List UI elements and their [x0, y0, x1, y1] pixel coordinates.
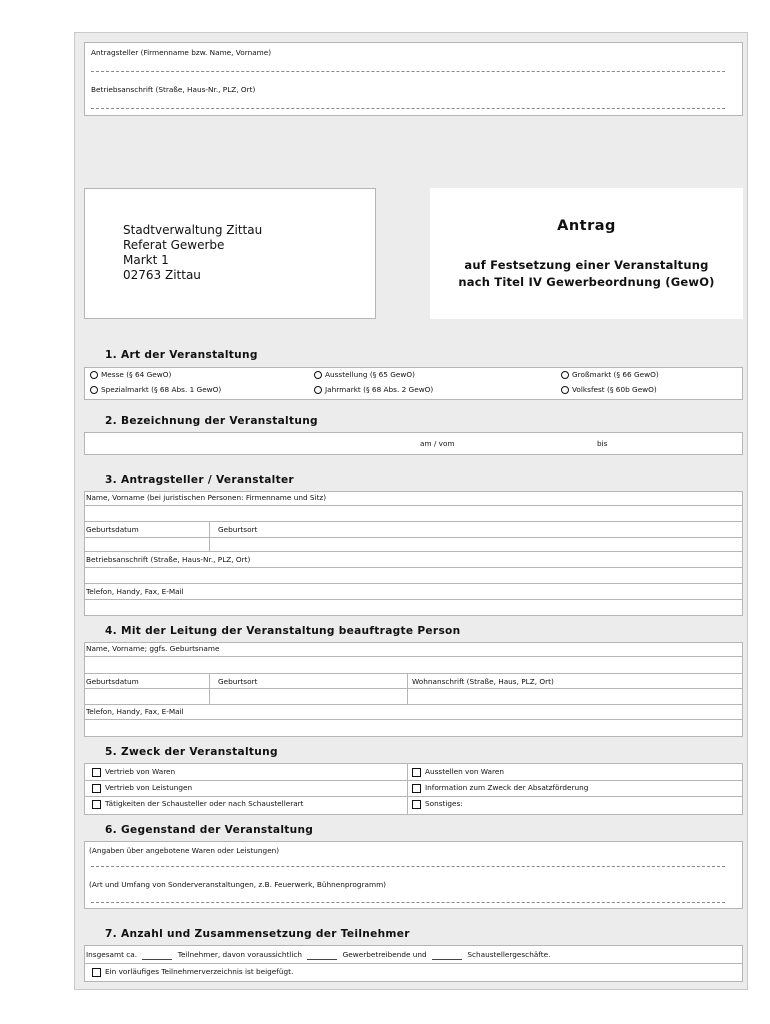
- s4-name-label: Name, Vorname; ggfs. Geburtsname: [86, 644, 220, 653]
- s6-events-input-line[interactable]: [91, 902, 725, 903]
- option-grossmarkt[interactable]: Großmarkt (§ 66 GewO): [561, 370, 659, 379]
- option-messe[interactable]: Messe (§ 64 GewO): [90, 370, 171, 379]
- radio-icon[interactable]: [90, 386, 98, 394]
- s7-text-tradespeople: Gewerbetreibende und: [342, 950, 427, 959]
- purpose-goods-exhibit[interactable]: Ausstellen von Waren: [412, 767, 504, 777]
- s4-contact-label: Telefon, Handy, Fax, E-Mail: [86, 707, 184, 716]
- tradespeople-count-input[interactable]: [307, 950, 337, 960]
- radio-icon[interactable]: [561, 386, 569, 394]
- checkbox-icon[interactable]: [92, 784, 101, 793]
- s3-name-label: Name, Vorname (bei juristischen Personen: Firmenname und Sitz): [86, 493, 327, 502]
- purpose-goods-sale[interactable]: Vertrieb von Waren: [92, 767, 175, 777]
- checkbox-icon[interactable]: [92, 768, 101, 777]
- s4-residence-label: Wohnanschrift (Straße, Haus, PLZ, Ort): [412, 677, 554, 686]
- radio-icon[interactable]: [90, 371, 98, 379]
- showmen-count-input[interactable]: [432, 950, 462, 960]
- participants-total-input[interactable]: [142, 950, 172, 960]
- s7-text-total: Insgesamt ca.: [86, 950, 138, 959]
- recipient-line-4: 02763 Zittau: [123, 268, 201, 282]
- s7-text-showmen: Schaustellergeschäfte.: [467, 950, 551, 959]
- purpose-showmen-activities[interactable]: Tätigkeiten der Schausteller oder nach Schaustellerart: [92, 799, 304, 809]
- s6-goods-label: (Angaben über angebotene Waren oder Leistungen): [89, 846, 280, 855]
- radio-icon[interactable]: [314, 371, 322, 379]
- section-6-box: [84, 841, 743, 909]
- radio-icon[interactable]: [314, 386, 322, 394]
- form-page: [74, 32, 748, 990]
- form-title-box: [430, 188, 743, 319]
- event-name-field[interactable]: [84, 432, 743, 455]
- s4-birthdate-label: Geburtsdatum: [86, 677, 139, 686]
- section-7-box: [84, 945, 743, 982]
- s6-events-label: (Art und Umfang von Sonderveranstaltungen, z.B. Feuerwerk, Bühnenprogramm): [89, 880, 387, 889]
- form-subtitle-1: auf Festsetzung einer Veranstaltung: [464, 258, 709, 272]
- date-from-label: am / vom: [420, 439, 455, 448]
- recipient-line-1: Stadtverwaltung Zittau: [123, 223, 263, 237]
- purpose-other[interactable]: Sonstiges:: [412, 799, 463, 809]
- section-4-box: [84, 642, 743, 737]
- participant-list-attached[interactable]: Ein vorläufiges Teilnehmerverzeichnis ist beigefügt.: [92, 967, 293, 977]
- s3-birthdate-label: Geburtsdatum: [86, 525, 139, 534]
- business-address-input-line[interactable]: [91, 108, 725, 109]
- section-3-title: 3. Antragsteller / Veranstalter: [105, 474, 294, 486]
- date-to-label: bis: [597, 439, 608, 448]
- option-ausstellung[interactable]: Ausstellung (§ 65 GewO): [314, 370, 415, 379]
- section-5-title: 5. Zweck der Veranstaltung: [105, 746, 278, 758]
- s7-text-participants: Teilnehmer, davon voraussichtlich: [177, 950, 302, 959]
- checkbox-icon[interactable]: [92, 800, 101, 809]
- option-jahrmarkt[interactable]: Jahrmarkt (§ 68 Abs. 2 GewO): [314, 385, 433, 394]
- recipient-line-3: Markt 1: [123, 253, 169, 267]
- s6-goods-input-line[interactable]: [91, 866, 725, 867]
- recipient-line-2: Referat Gewerbe: [123, 238, 225, 252]
- checkbox-icon[interactable]: [412, 768, 421, 777]
- section-2-title: 2. Bezeichnung der Veranstaltung: [105, 415, 318, 427]
- applicant-input-line[interactable]: [91, 71, 725, 72]
- recipient-address-box: [84, 188, 376, 319]
- s3-contact-label: Telefon, Handy, Fax, E-Mail: [86, 587, 184, 596]
- checkbox-icon[interactable]: [92, 968, 101, 977]
- purpose-services-sale[interactable]: Vertrieb von Leistungen: [92, 783, 192, 793]
- s3-address-label: Betriebsanschrift (Straße, Haus-Nr., PLZ, Ort): [86, 555, 251, 564]
- section-3-box: [84, 491, 743, 616]
- s3-birthplace-label: Geburtsort: [218, 525, 258, 534]
- s4-birthplace-label: Geburtsort: [218, 677, 258, 686]
- section-1-box: [84, 367, 743, 400]
- section-6-title: 6. Gegenstand der Veranstaltung: [105, 824, 314, 836]
- radio-icon[interactable]: [561, 371, 569, 379]
- form-title: Antrag: [557, 218, 616, 234]
- option-spezialmarkt[interactable]: Spezialmarkt (§ 68 Abs. 1 GewO): [90, 385, 221, 394]
- applicant-header-box: [84, 42, 743, 116]
- business-address-label: Betriebsanschrift (Straße, Haus-Nr., PLZ, Ort): [91, 85, 256, 94]
- applicant-label: Antragsteller (Firmenname bzw. Name, Vorname): [91, 48, 272, 57]
- section-4-title: 4. Mit der Leitung der Veranstaltung beauftragte Person: [105, 625, 461, 637]
- section-1-title: 1. Art der Veranstaltung: [105, 349, 258, 361]
- checkbox-icon[interactable]: [412, 784, 421, 793]
- form-subtitle-2: nach Titel IV Gewerbeordnung (GewO): [458, 275, 715, 289]
- option-volksfest[interactable]: Volksfest (§ 60b GewO): [561, 385, 657, 394]
- section-5-box: [84, 763, 743, 815]
- checkbox-icon[interactable]: [412, 800, 421, 809]
- section-7-title: 7. Anzahl und Zusammensetzung der Teilnehmer: [105, 928, 410, 940]
- purpose-sales-information[interactable]: Information zum Zweck der Absatzförderung: [412, 783, 588, 793]
